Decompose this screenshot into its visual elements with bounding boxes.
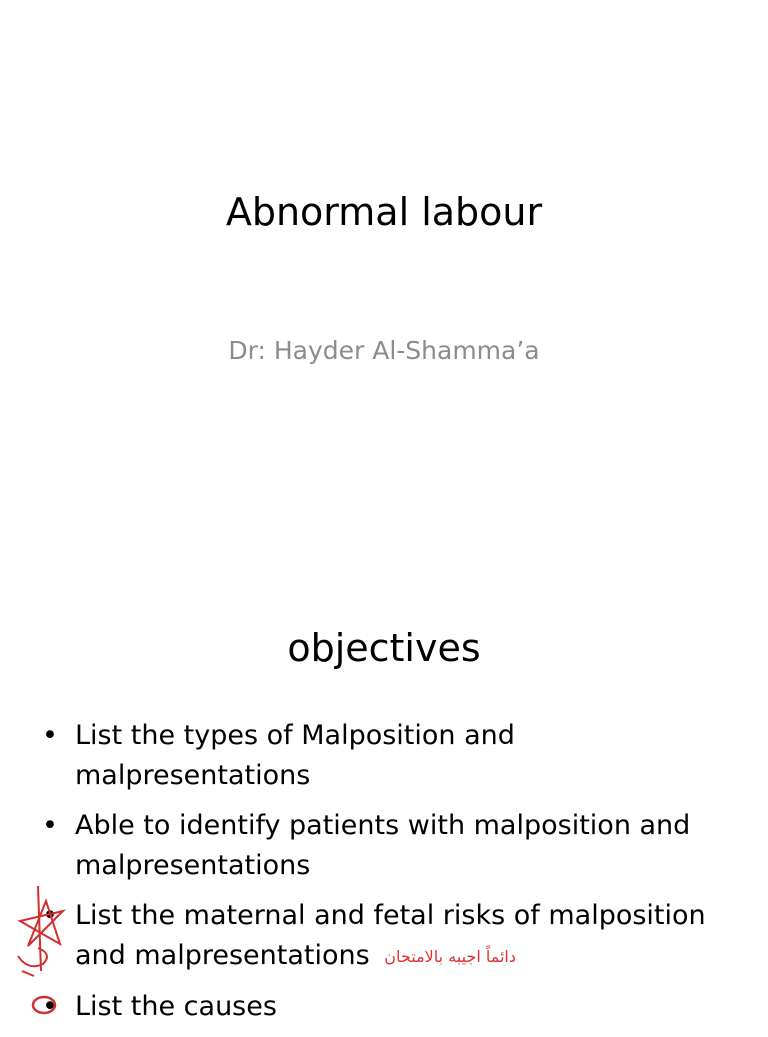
handwritten-note: دائماً اجيبه بالامتحان: [384, 946, 516, 966]
objective-line: Able to identify patients with malposition and: [75, 810, 691, 841]
objective-item: [0, 896, 768, 977]
objective-line: List the types of Malposition and: [75, 720, 515, 751]
objective-line: and malpresentations: [75, 940, 370, 971]
objective-line: List the causes: [75, 990, 277, 1022]
presentation-title: Abnormal labour: [225, 190, 543, 234]
objective-line: malpresentations: [75, 850, 311, 881]
objective-item: [0, 806, 768, 886]
objectives-list: [0, 716, 768, 1037]
objective-line: malpresentations: [75, 760, 311, 791]
presentation-subtitle: Dr: Hayder Al-Shamma’a: [228, 336, 540, 365]
objectives-heading: objectives: [287, 626, 481, 670]
objective-line: List the maternal and fetal risks of malposition: [75, 900, 706, 931]
objective-item: [0, 987, 768, 1027]
slide-objectives: [0, 576, 768, 1024]
objective-item: [0, 716, 768, 796]
